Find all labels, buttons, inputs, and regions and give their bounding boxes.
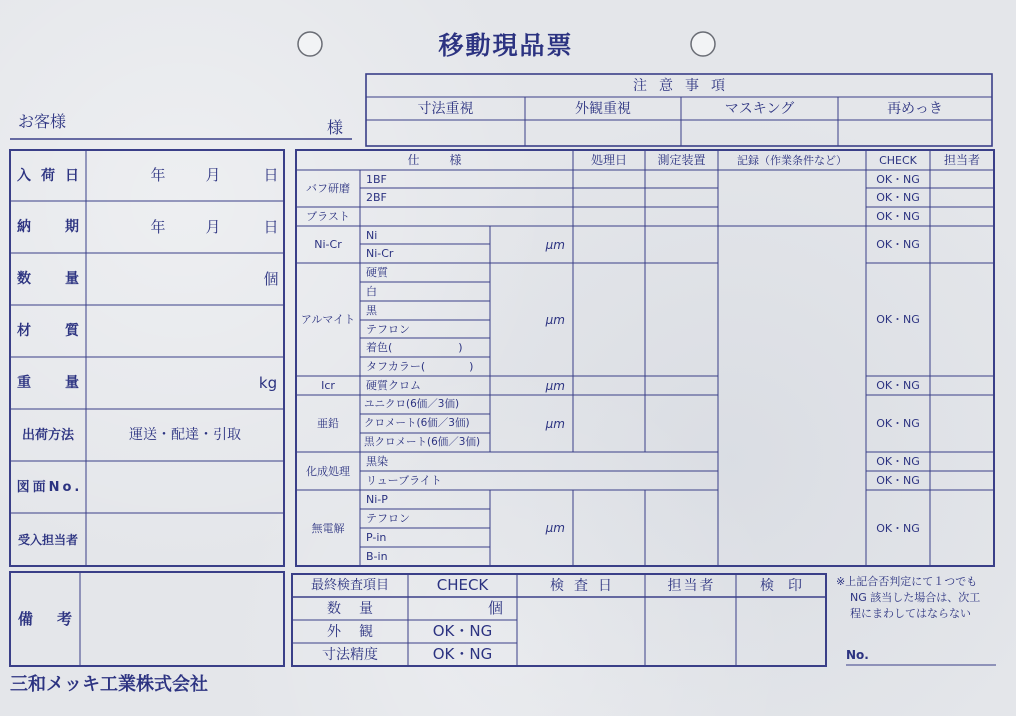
spec-header-person: 担当者 xyxy=(943,153,980,167)
company-name: 三和メッキ工業株式会社 xyxy=(10,674,208,695)
check-ok-ng: OK・NG xyxy=(876,417,920,430)
customer-label: お客様 xyxy=(18,112,67,131)
spec-category-ni-cr: Ni-Cr xyxy=(314,238,342,251)
punch-hole-right xyxy=(691,32,715,56)
check-ok-ng: OK・NG xyxy=(876,521,920,535)
spec-item: 1BF xyxy=(366,172,387,186)
final-row-quantity-label: 数量 xyxy=(327,600,391,617)
spec-item: B-in xyxy=(366,550,388,563)
spec-category-chemical: 化成処理 xyxy=(306,464,350,478)
spec-item: 黒 xyxy=(366,304,377,317)
spec-item: クロメート(6価／3価) xyxy=(364,417,470,430)
final-row-appearance-label: 外観 xyxy=(327,623,391,640)
thickness-unit: μm xyxy=(545,416,565,431)
final-row-dimension-check: OK・NG xyxy=(432,645,493,663)
final-header-check: CHECK xyxy=(436,576,489,594)
check-ok-ng: OK・NG xyxy=(876,238,920,251)
spec-item: テフロン xyxy=(366,512,410,525)
note-dimension-priority: 寸法重視 xyxy=(417,100,474,117)
punch-hole-left xyxy=(298,32,322,56)
final-header-person: 担当者 xyxy=(667,577,716,594)
check-ok-ng: OK・NG xyxy=(876,313,920,326)
remarks-label: 備考 xyxy=(18,609,97,628)
spec-item: ユニクロ(6価／3価) xyxy=(364,398,460,411)
check-ok-ng: OK・NG xyxy=(876,191,920,204)
spec-category-blast: ブラスト xyxy=(306,210,350,223)
due-month-unit: 月 xyxy=(205,217,221,236)
receipt-label-material: 材質 xyxy=(17,323,113,339)
spec-item: Ni-Cr xyxy=(366,247,394,260)
spec-item: リューブライト xyxy=(366,474,442,487)
final-header-date: 検査日 xyxy=(550,577,622,594)
spec-header-process-date: 処理日 xyxy=(590,153,627,167)
spec-header-device: 測定装置 xyxy=(657,153,706,167)
spec-item: 硬質 xyxy=(366,266,388,279)
thickness-unit: μm xyxy=(545,521,565,535)
check-ok-ng: OK・NG xyxy=(876,455,920,468)
check-ok-ng: OK・NG xyxy=(876,379,920,392)
notes-heading: 注意事項 xyxy=(633,77,737,94)
arrival-month-unit: 月 xyxy=(205,166,221,184)
receipt-label-drawing-number: 図面No. xyxy=(16,479,83,495)
arrival-day-unit: 日 xyxy=(263,166,279,184)
final-header-seal: 検印 xyxy=(760,577,816,594)
receipt-label-arrival-date: 入荷日 xyxy=(17,167,89,184)
notice-line: NG 該当した場合は、次工 xyxy=(850,590,981,604)
form-title: 移動現品票 xyxy=(438,30,574,60)
notice-line: 程にまわしてはならない xyxy=(850,606,971,620)
check-ok-ng: OK・NG xyxy=(876,172,920,186)
final-row-quantity-unit: 個 xyxy=(487,599,503,617)
due-year-unit: 年 xyxy=(150,217,166,236)
spec-item: 着色( ) xyxy=(366,341,463,354)
spec-item: 白 xyxy=(366,285,377,298)
weight-unit: kg xyxy=(258,373,278,392)
spec-item: テフロン xyxy=(366,322,410,336)
quantity-unit: 個 xyxy=(263,269,279,288)
spec-item: 黒染 xyxy=(366,455,388,468)
spec-item: タフカラー( ) xyxy=(366,360,474,373)
spec-item: 2BF xyxy=(366,191,387,204)
note-masking: マスキング xyxy=(724,100,795,117)
due-day-unit: 日 xyxy=(263,217,279,236)
spec-header-check: CHECK xyxy=(879,153,917,167)
thickness-unit: μm xyxy=(545,312,565,327)
spec-category-alumite: アルマイト xyxy=(300,313,356,326)
thickness-unit: μm xyxy=(545,237,565,252)
receipt-label-due-date: 納期 xyxy=(17,219,113,235)
note-appearance-priority: 外観重視 xyxy=(575,100,631,117)
spec-header-record: 記録（作業条件など） xyxy=(737,153,847,167)
arrival-year-unit: 年 xyxy=(150,166,166,184)
final-row-appearance-check: OK・NG xyxy=(432,622,493,640)
spec-item: P-in xyxy=(366,531,387,544)
thickness-unit: μm xyxy=(545,378,565,393)
number-field-label: No. xyxy=(846,648,869,662)
spec-item: Ni-P xyxy=(366,493,388,506)
final-header-item: 最終検査項目 xyxy=(310,578,389,593)
spec-category-zinc: 亜鉛 xyxy=(317,417,339,430)
spec-item: Ni xyxy=(366,228,378,242)
receipt-label-shipping-method: 出荷方法 xyxy=(21,427,74,443)
final-row-dimension-label: 寸法精度 xyxy=(322,646,378,663)
spec-item: 黒クロメート(6価／3価) xyxy=(364,436,481,449)
receipt-label-receiver: 受入担当者 xyxy=(17,532,78,547)
spec-item: 硬質クロム xyxy=(366,379,421,392)
notice-line: ※上記合否判定にて１つでも xyxy=(836,574,978,588)
spec-category-buff: バフ研磨 xyxy=(306,182,350,195)
shipping-method-options: 運送・配達・引取 xyxy=(129,427,241,443)
spec-category-icr: Icr xyxy=(321,379,335,392)
note-replating: 再めっき xyxy=(887,100,943,117)
check-ok-ng: OK・NG xyxy=(876,210,920,223)
spec-header-spec: 仕様 xyxy=(407,153,492,167)
receipt-label-weight: 重量 xyxy=(17,375,113,391)
customer-suffix: 様 xyxy=(326,118,343,137)
spec-category-electroless: 無電解 xyxy=(311,521,345,535)
receipt-label-quantity: 数量 xyxy=(17,271,113,287)
check-ok-ng: OK・NG xyxy=(876,474,920,487)
